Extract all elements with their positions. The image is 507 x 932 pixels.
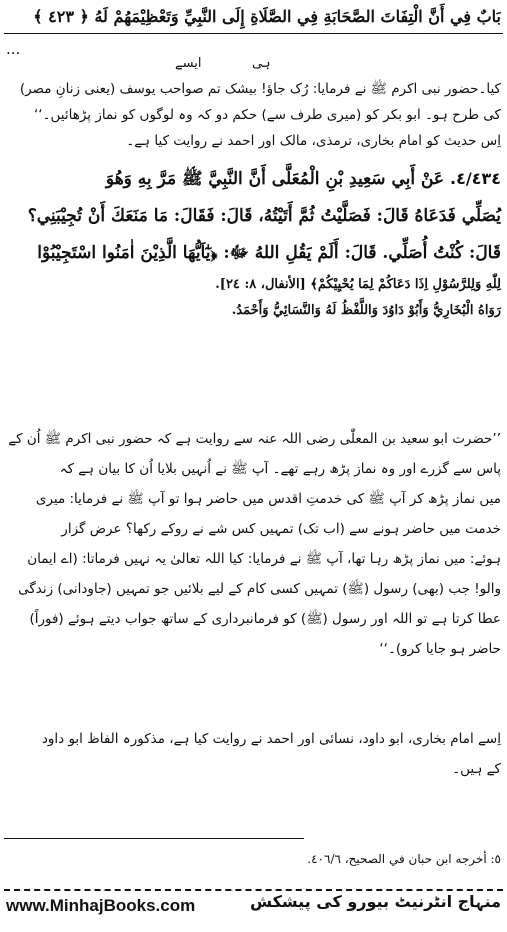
text-line: عطا کرتا ہے تو اللہ اور رسول (ﷺ) کو فرمانبرداری کے ساتھ جواب دیتے ہوئے (فوراً) [29, 611, 501, 627]
quran-reference-line: لِلّٰهِ وَلِلرَّسُوْلِ اِذَا دَعَاكُمْ لِمَا يُحْيِيْكُمْ﴾ [الأنفال، ٨: ٢٤]. [215, 277, 501, 292]
continuation-ellipsis: ... [6, 40, 21, 58]
hadith-number: ٤/٤٣٤. [450, 169, 501, 188]
urdu-translation [6, 424, 501, 664]
text-line: اِس حدیث کو امام بخاری، ترمذی، مالک اور احمد نے روایت کیا ہے۔ [126, 133, 501, 149]
urdu-narration-note [6, 724, 501, 784]
footnote-rule [4, 838, 304, 839]
text-line: حاضر ہو جایا کرو)۔‘‘ [379, 641, 501, 657]
hadith-line: قَالَ: كُنْتُ أُصَلِّي. قَالَ: أَلَمْ يَقُلِ اللهُ ﷻ: ﴿يٰٓاَيُّهَا الَّذِيْنَ اٰمَنُوا اسْتَجِيْبُوْا [37, 243, 501, 263]
header-rule [4, 33, 503, 34]
page-hint-word-right: ایسے [175, 56, 202, 71]
text-line: والو! جب (بھی) رسول (ﷺ) تمہیں کسی کام کے لیے بلائیں جو تمہیں (جاودانی) زندگی [18, 581, 501, 597]
text-line: کے ہیں۔ [452, 761, 501, 777]
text-line: خدمت میں حاضر ہونے سے (اب تک) تمہیں کس شے نے روکے رکھا؟ عرض گزار [61, 521, 501, 537]
hadith-arabic-text [6, 160, 501, 272]
text-line: اِسے امام بخاری، ابو داود، نسائی اور احمد نے روایت کیا ہے، مذکورہ الفاظ ابو داود [41, 731, 501, 747]
urdu-paragraph-previous [6, 76, 501, 154]
text-line: میں نماز پڑھ کر آپ ﷺ کی خدمتِ اقدس میں حاضر ہوا تو آپ ﷺ نے فرمایا: میری [35, 491, 501, 507]
footnote [6, 852, 501, 866]
publisher-credit: منہاج انٹرنیٹ بیورو کی پیشکش [249, 892, 501, 911]
text-line: پاس سے گزرے اور وہ نماز پڑھ رہے تھے۔ آپ ﷺ نے اُنہیں بلایا اُن کا بیان ہے کہ [59, 461, 501, 477]
text-line: کیا۔حضور نبی اکرم ﷺ نے فرمایا: رُک جاؤ! بیشک تم صواحب یوسف (یعنی زنانِ مصر) [19, 81, 501, 97]
chapter-header: بَابٌ فِي أَنَّ الْتِفَاتَ الصَّحَابَةِ فِي الصَّلَاةِ إِلَى النَّبِيِّ وَتَعْظِيْمَهُمْ لَهُ ﴿ ٤٢٣ ﴾ [33, 7, 501, 26]
narrators-line: رَوَاهُ الْبُخَارِيُّ وَأَبُوْ دَاوُدَ وَاللَّفْظُ لَهُ وَالنَّسَائِيُّ وَأَحْمَدُ. [231, 303, 501, 318]
footnote-marker: ٥: [490, 852, 501, 866]
hadith-line: ٤/٤٣٤. عَنْ أَبِي سَعِيدِ بْنِ الْمُعَلَّى أَنَّ النَّبِيَّ ﷺ مَرَّ بِهِ وَهُوَ [105, 169, 501, 189]
text-line: ہوئے: میں نماز پڑھ رہا تھا، آپ ﷺ نے فرمایا: کیا اللہ تعالیٰ یہ نہیں فرماتا: (اے ایمان [27, 551, 501, 567]
hadith-line: يُصَلِّي فَدَعَاهُ قَالَ: فَصَلَّيْتُ ثُمَّ أَتَيْتُهُ، قَالَ: فَقَالَ: مَا مَنَعَكَ أَنْ تُجِيْبَنِي؟ [27, 206, 501, 226]
page-hint-word-left: ہی [252, 56, 271, 71]
hadith-reference [6, 272, 501, 324]
text-line: کی طرح ہو۔ ابو بکر کو (میری طرف سے) حکم دو کہ وہ لوگوں کو نماز پڑھائیں۔‘‘ [34, 107, 501, 123]
footer-divider [4, 889, 503, 891]
footnote-text: أخرجه ابن حبان في الصحيح، ٤٠٦/٦. [307, 852, 487, 866]
website-link[interactable]: www.MinhajBooks.com [6, 896, 196, 915]
text-line: ’’حضرت ابو سعید بن المعلّٰی رضی اللہ عنہ سے روایت ہے کہ حضور نبی اکرم ﷺ اُن کے [8, 431, 501, 447]
